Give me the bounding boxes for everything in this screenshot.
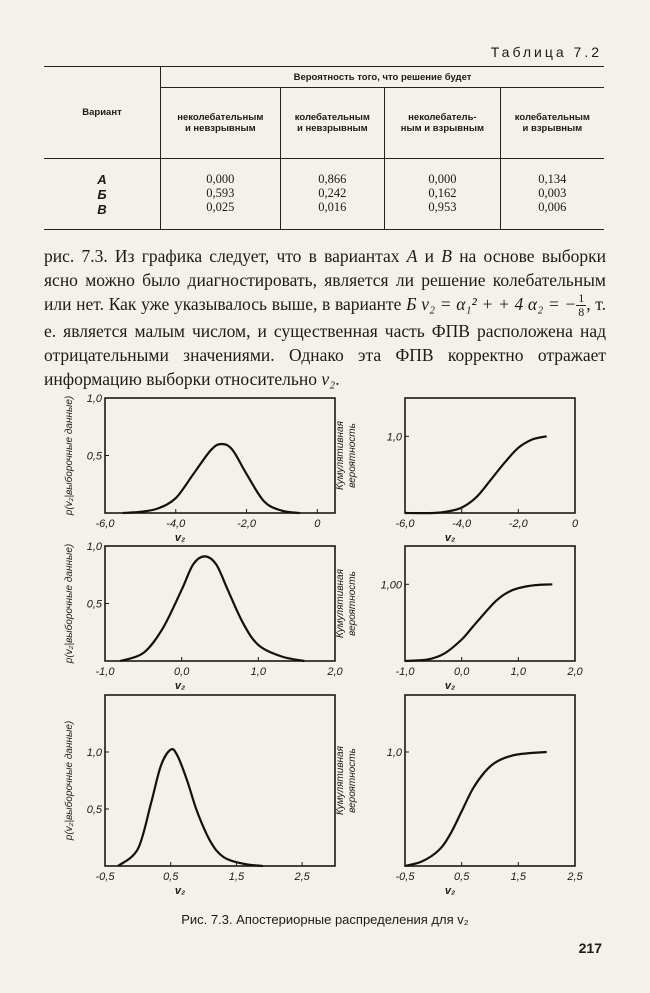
x-tick-label: 0,5 xyxy=(163,871,179,883)
cell-b-4: 0,003 xyxy=(538,186,567,201)
var-a: А xyxy=(406,246,418,266)
y-axis-label-line2: вероятность xyxy=(347,748,358,813)
col-header-2: колебательным и невзрывным xyxy=(280,88,384,159)
series-line xyxy=(123,444,300,513)
col-group-header: Вероятность того, что решение будет xyxy=(161,67,605,88)
chart-frame xyxy=(405,695,575,866)
chart-frame xyxy=(105,546,335,661)
x-tick-label: 0 xyxy=(314,518,321,530)
x-tick-label: 0 xyxy=(571,518,579,530)
x-tick-label: -6,0 xyxy=(95,518,115,530)
col-header-4: колебательным и взрывным xyxy=(500,88,604,159)
x-tick-label: 2,5 xyxy=(567,871,583,883)
cell-a-4: 0,134 xyxy=(538,172,567,187)
x-axis-label: v₂ xyxy=(174,680,186,692)
x-axis-label: v₂ xyxy=(444,885,456,897)
text-part-2: на основе выборки ясно можно было диагностировать, является ли решение колебательным или нет. Как уже указывалось выше, в варианте xyxy=(44,246,607,314)
y-tick-label: 0,5 xyxy=(86,804,102,816)
fraction-numerator: 1 xyxy=(578,291,585,306)
x-tick-label: 2,0 xyxy=(327,666,343,678)
cell-c-2: 0,016 xyxy=(318,199,347,214)
series-line xyxy=(405,584,552,661)
page-number: 217 xyxy=(578,940,602,956)
y-axis-label: p(v₂|выборочные данные) xyxy=(64,720,75,841)
x-tick-label: 2,5 xyxy=(294,871,310,883)
variant-a: А xyxy=(97,171,107,187)
x-axis-label: v₂ xyxy=(444,680,456,692)
cell-b-3: 0,162 xyxy=(428,186,457,201)
variant-c: В xyxy=(97,201,107,217)
chart-6 xyxy=(335,695,584,897)
x-axis-label: v₂ xyxy=(174,532,186,544)
series-line xyxy=(120,556,304,661)
x-tick-label: -4,0 xyxy=(452,518,472,530)
y-axis-label-line2: вероятность xyxy=(347,571,358,636)
chart-frame xyxy=(105,695,335,866)
var-b2: Б xyxy=(406,294,417,314)
chart-frame xyxy=(405,546,575,661)
x-tick-label: 1,5 xyxy=(228,871,245,883)
x-tick-label: 0,0 xyxy=(174,666,190,678)
chart-2 xyxy=(335,398,579,544)
x-tick-label: 1,5 xyxy=(510,871,526,883)
x-tick-label: -0,5 xyxy=(395,871,415,883)
col-variant-header: Вариант xyxy=(44,67,161,159)
y-axis-label: p(v₂|выборочные данные) xyxy=(64,395,75,516)
cell-a-2: 0,866 xyxy=(318,172,347,187)
y-axis-label xyxy=(335,745,358,815)
equation-2: + 4 α₂ = − xyxy=(497,294,577,314)
cell-c-4: 0,006 xyxy=(538,199,567,214)
y-axis-label xyxy=(335,420,358,490)
col-header-1: неколебательным и невзрывным xyxy=(161,88,281,159)
chart-frame xyxy=(405,398,575,513)
y-axis-label-line1: Кумулятивная xyxy=(335,746,346,815)
var-v2: v₂ xyxy=(321,369,336,390)
chart-1 xyxy=(63,393,335,544)
x-tick-label: -1,0 xyxy=(95,666,115,678)
series-line xyxy=(405,752,547,866)
y-tick-label: 1,00 xyxy=(380,579,402,592)
text-end: . xyxy=(335,369,340,390)
y-axis-label: p(v₂|выборочные данные) xyxy=(64,543,75,664)
cell-b-2: 0,242 xyxy=(318,186,347,201)
chart-4 xyxy=(335,546,584,692)
x-tick-label: -1,0 xyxy=(395,666,415,678)
variant-b: Б xyxy=(97,186,107,202)
x-axis-label: v₂ xyxy=(174,885,186,897)
y-tick-label: 0,5 xyxy=(86,450,102,463)
cell-b-1: 0,593 xyxy=(206,186,235,201)
cell-c-3: 0,953 xyxy=(428,199,457,214)
x-tick-label: -0,5 xyxy=(95,871,115,883)
cell-c-1: 0,025 xyxy=(206,199,235,214)
cell-a-3: 0,000 xyxy=(428,172,457,187)
x-tick-label: -6,0 xyxy=(395,518,415,530)
y-axis-label-line1: Кумулятивная xyxy=(335,569,346,638)
table-caption: Таблица 7.2 xyxy=(490,44,602,60)
series-line xyxy=(118,749,263,866)
y-tick-label: 1,0 xyxy=(86,393,102,405)
x-tick-label: -4,0 xyxy=(166,518,186,530)
text-and: и xyxy=(424,246,435,266)
chart-frame xyxy=(105,398,335,513)
text-part-3: , т. е. является малым числом, и существенная часть ФПВ расположена над отрицательными значениями. Однако эта ФПВ корректно отражает информацию выборки относительно xyxy=(44,294,606,390)
y-tick-label: 1,0 xyxy=(86,541,102,553)
x-tick-label: 1,0 xyxy=(510,666,526,678)
text-part-1: рис. 7.3. Из графика следует, что в вариантах xyxy=(44,246,400,266)
x-tick-label: -2,0 xyxy=(508,518,528,530)
y-axis-label-line2: вероятность xyxy=(347,423,358,488)
fraction-denominator: 8 xyxy=(578,305,585,320)
chart-5 xyxy=(63,695,335,897)
figure-caption: Рис. 7.3. Апостериорные распределения для v₂ xyxy=(181,912,469,927)
x-tick-label: -2,0 xyxy=(237,518,257,530)
x-axis-label: v₂ xyxy=(444,532,456,544)
chart-3 xyxy=(63,541,344,692)
x-tick-label: 0,0 xyxy=(454,666,470,678)
y-axis-label xyxy=(335,568,358,638)
x-tick-label: 2,0 xyxy=(567,666,583,678)
y-axis-label-line1: Кумулятивная xyxy=(335,421,346,490)
series-line xyxy=(405,436,547,513)
y-tick-label: 1,0 xyxy=(386,431,402,444)
y-tick-label: 1,0 xyxy=(86,747,102,759)
col-header-3: неколебатель- ным и взрывным xyxy=(385,88,501,159)
var-b: В xyxy=(441,246,452,266)
x-tick-label: 1,0 xyxy=(250,666,266,678)
y-tick-label: 1,0 xyxy=(386,747,402,759)
cell-a-1: 0,000 xyxy=(206,172,235,187)
y-tick-label: 0,5 xyxy=(86,598,102,611)
x-tick-label: 0,5 xyxy=(454,871,470,883)
equation-1: v₂ = α₁² + xyxy=(421,294,494,314)
